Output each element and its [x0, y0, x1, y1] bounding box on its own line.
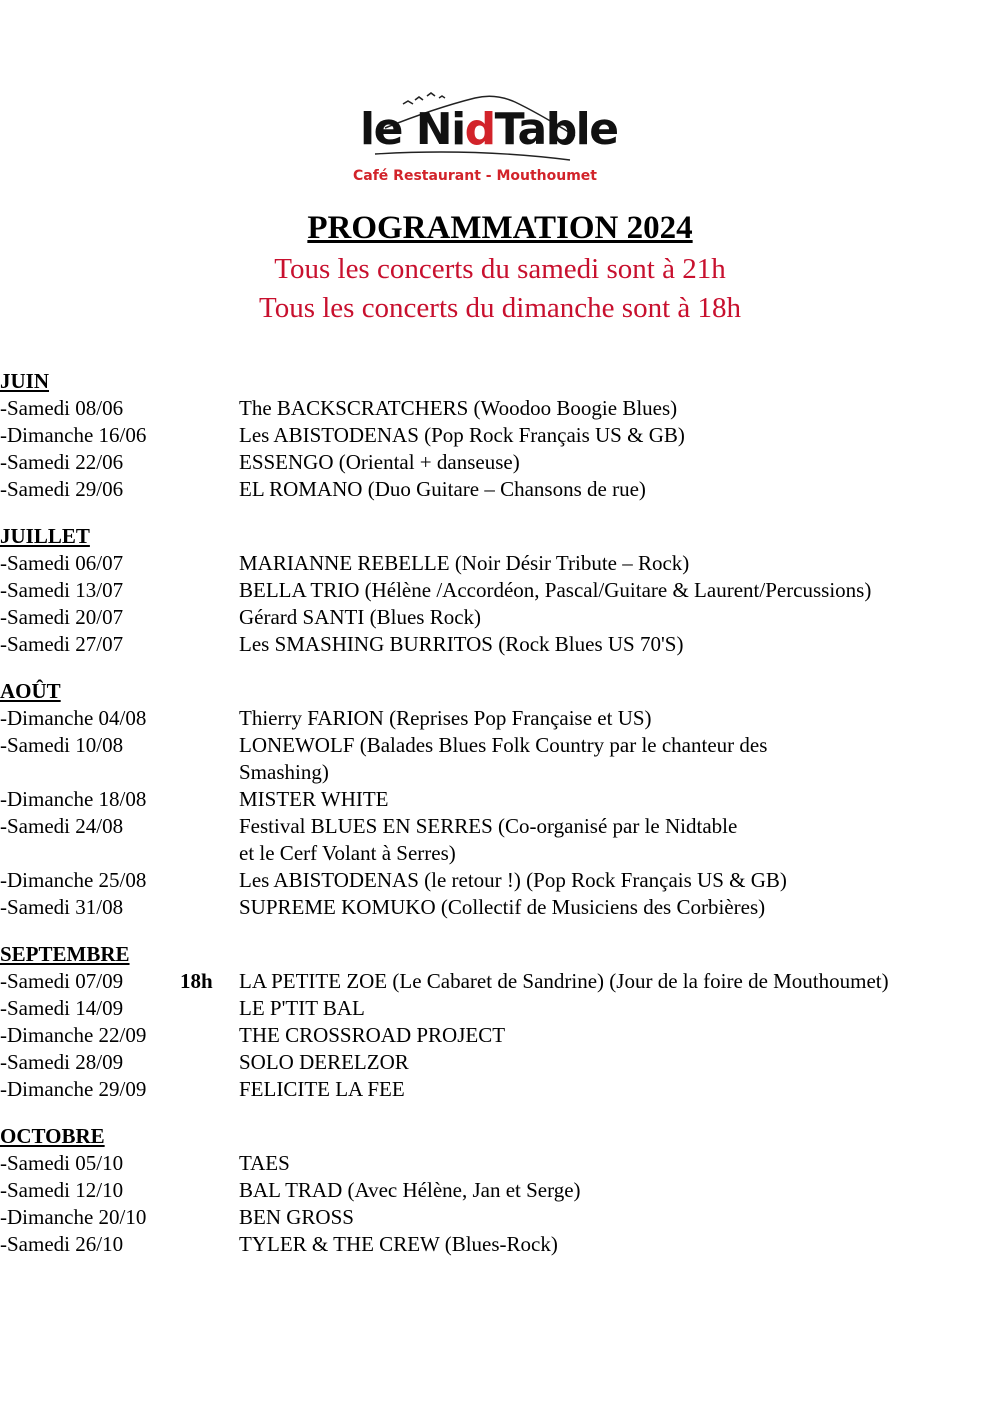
month-section	[0, 941, 1000, 1103]
event-act	[239, 1177, 1000, 1204]
event-time	[180, 705, 239, 732]
event-row	[0, 577, 1000, 604]
event-act	[239, 631, 1000, 658]
event-date: -Samedi 31/08	[0, 895, 124, 919]
event-time	[180, 1022, 239, 1049]
event-time	[180, 550, 239, 577]
event-date: -Samedi 20/07	[0, 605, 124, 629]
event-act-line: TYLER & THE CREW (Blues-Rock)	[239, 1232, 558, 1256]
event-act-line: The BACKSCRATCHERS (Woodoo Boogie Blues)	[239, 396, 678, 420]
event-date: -Dimanche 20/10	[0, 1205, 147, 1229]
event-date: -Samedi 28/09	[0, 1050, 124, 1074]
event-act	[239, 1049, 1000, 1076]
event-act-line: MISTER WHITE	[239, 787, 389, 811]
event-time	[180, 867, 239, 894]
event-act	[239, 550, 1000, 577]
sunday-time-note: Tous les concerts du dimanche sont à 18h	[259, 292, 741, 324]
event-time	[180, 604, 239, 631]
event-act-line: LE P'TIT BAL	[239, 996, 365, 1020]
event-act	[239, 476, 1000, 503]
event-act-line: TAES	[239, 1151, 290, 1175]
event-time	[180, 995, 239, 1022]
event-time	[180, 1177, 239, 1204]
event-act-line: LA PETITE ZOE (Le Cabaret de Sandrine) (Jour de la foire de Mouthoumet)	[239, 969, 889, 993]
event-act-line: EL ROMANO (Duo Guitare – Chansons de rue)	[239, 477, 646, 501]
event-time	[180, 476, 239, 503]
event-time	[180, 894, 239, 921]
event-date: -Samedi 29/06	[0, 477, 124, 501]
event-date: -Dimanche 25/08	[0, 868, 147, 892]
event-row	[0, 786, 1000, 813]
event-act	[239, 449, 1000, 476]
event-date: -Samedi 14/09	[0, 996, 124, 1020]
logo-wordmark-part: le Ni	[360, 104, 465, 155]
event-row	[0, 422, 1000, 449]
event-row	[0, 1177, 1000, 1204]
event-time	[180, 449, 239, 476]
event-time	[180, 1204, 239, 1231]
page-title: PROGRAMMATION 2024	[307, 210, 693, 246]
event-row	[0, 1022, 1000, 1049]
month-heading: SEPTEMBRE	[0, 942, 130, 966]
event-act-line: Smashing)	[239, 760, 329, 784]
event-time	[180, 1150, 239, 1177]
event-time	[180, 1049, 239, 1076]
event-row	[0, 968, 1000, 995]
event-row	[0, 449, 1000, 476]
event-act-line: FELICITE LA FEE	[239, 1077, 405, 1101]
logo-tagline: Café Restaurant - Mouthoumet	[352, 168, 597, 184]
event-date: -Samedi 10/08	[0, 733, 124, 757]
event-date: -Samedi 12/10	[0, 1178, 124, 1202]
event-date: -Samedi 08/06	[0, 396, 124, 420]
event-time	[180, 631, 239, 658]
event-row	[0, 631, 1000, 658]
event-row	[0, 395, 1000, 422]
event-row	[0, 476, 1000, 503]
event-act	[239, 705, 1000, 732]
event-row	[0, 995, 1000, 1022]
event-date: -Dimanche 22/09	[0, 1023, 147, 1047]
event-time	[180, 1076, 239, 1103]
concert-programme	[0, 368, 1000, 1278]
event-act	[239, 395, 1000, 422]
month-section	[0, 678, 1000, 921]
month-heading: AOÛT	[0, 679, 61, 703]
event-act-line: SOLO DERELZOR	[239, 1050, 409, 1074]
logo-wordmark	[360, 104, 618, 155]
event-row	[0, 867, 1000, 894]
event-date: -Dimanche 04/08	[0, 706, 147, 730]
event-act-line: Les ABISTODENAS (le retour !) (Pop Rock Français US & GB)	[239, 868, 787, 892]
event-act	[239, 1022, 1000, 1049]
event-act	[239, 577, 1000, 604]
event-date: -Samedi 06/07	[0, 551, 124, 575]
event-date: -Samedi 13/07	[0, 578, 124, 602]
event-date: -Samedi 05/10	[0, 1151, 124, 1175]
month-section	[0, 368, 1000, 503]
event-row	[0, 1076, 1000, 1103]
event-act	[239, 1150, 1000, 1177]
event-row	[0, 550, 1000, 577]
month-section	[0, 1123, 1000, 1258]
event-act-line: Gérard SANTI (Blues Rock)	[239, 605, 482, 629]
event-act	[239, 968, 1000, 995]
event-act-line: Les ABISTODENAS (Pop Rock Français US & GB)	[239, 423, 685, 447]
month-section	[0, 523, 1000, 658]
month-heading: JUIN	[0, 369, 50, 393]
event-act	[239, 813, 1000, 867]
event-act	[239, 867, 1000, 894]
event-act	[239, 604, 1000, 631]
event-act-line: BEN GROSS	[239, 1205, 354, 1229]
event-date: -Samedi 26/10	[0, 1232, 124, 1256]
event-time	[180, 577, 239, 604]
event-act-line: Thierry FARION (Reprises Pop Française et US)	[239, 706, 652, 730]
event-time: 18h	[180, 969, 213, 993]
logo-wordmark-part: Table	[494, 104, 618, 155]
event-time	[180, 813, 239, 867]
event-row	[0, 732, 1000, 786]
event-date: -Samedi 22/06	[0, 450, 124, 474]
event-date: -Samedi 24/08	[0, 814, 124, 838]
event-act-line: THE CROSSROAD PROJECT	[239, 1023, 506, 1047]
event-act-line: BAL TRAD (Avec Hélène, Jan et Serge)	[239, 1178, 581, 1202]
event-act	[239, 732, 1000, 786]
event-row	[0, 1204, 1000, 1231]
event-time	[180, 422, 239, 449]
event-act	[239, 786, 1000, 813]
event-act-line: Festival BLUES EN SERRES (Co-organisé par le Nidtable	[239, 814, 738, 838]
event-act	[239, 422, 1000, 449]
event-date: -Dimanche 18/08	[0, 787, 147, 811]
event-act-line: BELLA TRIO (Hélène /Accordéon, Pascal/Guitare & Laurent/Percussions)	[239, 578, 872, 602]
event-act	[239, 894, 1000, 921]
event-act-line: ESSENGO (Oriental + danseuse)	[239, 450, 520, 474]
event-date: -Samedi 27/07	[0, 632, 124, 656]
event-act	[239, 1204, 1000, 1231]
event-act-line: Les SMASHING BURRITOS (Rock Blues US 70'S)	[239, 632, 684, 656]
saturday-time-note: Tous les concerts du samedi sont à 21h	[274, 253, 726, 285]
event-row	[0, 1049, 1000, 1076]
event-row	[0, 1150, 1000, 1177]
event-time	[180, 786, 239, 813]
event-act	[239, 995, 1000, 1022]
event-date: -Dimanche 16/06	[0, 423, 147, 447]
event-time	[180, 732, 239, 786]
event-row	[0, 813, 1000, 867]
event-row	[0, 705, 1000, 732]
logo-wordmark-red-letter: d	[464, 104, 495, 155]
event-act	[239, 1231, 1000, 1258]
event-time	[180, 395, 239, 422]
event-act-line: LONEWOLF (Balades Blues Folk Country par le chanteur des	[239, 733, 768, 757]
month-heading: OCTOBRE	[0, 1124, 105, 1148]
event-row	[0, 604, 1000, 631]
event-act-line: et le Cerf Volant à Serres)	[239, 841, 456, 865]
event-act-line: SUPREME KOMUKO (Collectif de Musiciens des Corbières)	[239, 895, 766, 919]
event-row	[0, 894, 1000, 921]
event-time	[180, 1231, 239, 1258]
event-date: -Dimanche 29/09	[0, 1077, 147, 1101]
event-row	[0, 1231, 1000, 1258]
event-act	[239, 1076, 1000, 1103]
event-date: -Samedi 07/09	[0, 969, 124, 993]
restaurant-logo	[345, 88, 618, 193]
month-heading: JUILLET	[0, 524, 90, 548]
event-act-line: MARIANNE REBELLE (Noir Désir Tribute – Rock)	[239, 551, 690, 575]
